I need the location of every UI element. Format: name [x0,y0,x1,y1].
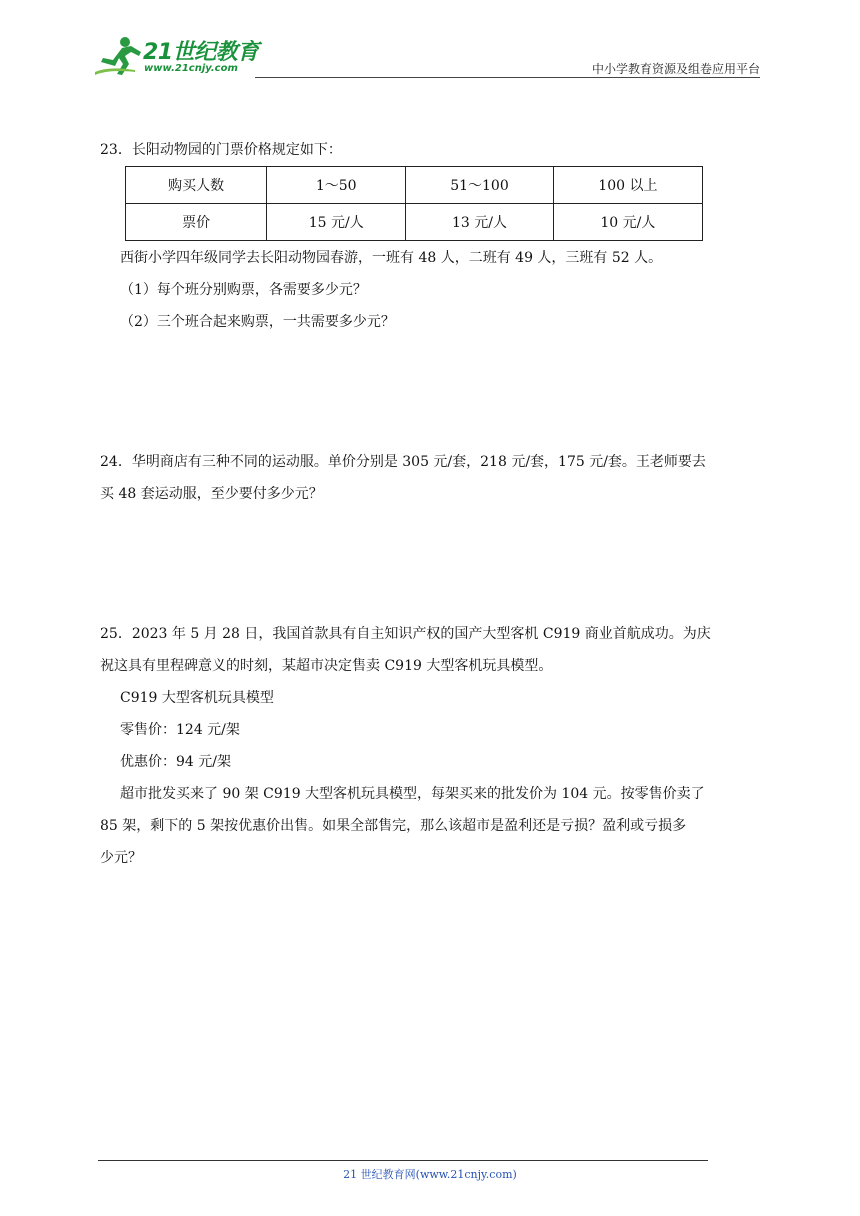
brand-domain: www.21cnjy.com [144,63,238,74]
question-23-part-1: （1）每个班分别购票，各需要多少元？ [120,282,367,298]
question-23-stem [100,134,760,166]
question-25-line-2: 祝这具有里程碑意义的时刻，某超市决定售卖 C919 大型客机玩具模型。 [100,658,553,674]
footer-link[interactable]: 21 世纪教育网(www.21cnjy.com) [343,1168,517,1181]
discount-price: 优惠价：94 元/架 [120,754,231,770]
question-24-line-2: 买 48 套运动服，至少要付多少元？ [100,486,323,502]
question-25-body-1: 超市批发买来了 90 架 C919 大型客机玩具模型，每架买来的批发价为 104 元。按零售价卖了 [120,786,705,802]
question-24-line-1: 24．华明商店有三种不同的运动服。单价分别是 305 元/套，218 元/套，175 元/套。王老师要去 [100,454,706,470]
question-23-title: 23．长阳动物园的门票价格规定如下： [100,142,342,158]
table-cell: 购买人数 [126,167,267,204]
question-23-part-2: （2）三个班合起来购票，一共需要多少元？ [120,314,395,330]
product-name: C919 大型客机玩具模型 [120,690,274,706]
table-row [126,167,703,204]
question-25-line-1: 25．2023 年 5 月 28 日，我国首款具有自主知识产权的国产大型客机 C919 商业首航成功。为庆 [100,626,711,642]
platform-label: 中小学教育资源及组卷应用平台 [591,62,760,76]
table-cell: 票价 [126,204,267,241]
runner-logo-icon [95,34,145,78]
table-cell: 51～100 [406,167,554,204]
question-23-context: 西街小学四年级同学去长阳动物园春游，一班有 48 人，二班有 49 人，三班有 52 人。 [120,250,663,266]
question-24 [100,446,760,510]
page-header [95,30,760,80]
ticket-price-table [125,166,703,241]
question-25-body-2: 85 架，剩下的 5 架按优惠价出售。如果全部售完，那么该超市是盈利还是亏损？盈利或亏损多 [100,818,687,834]
table-row [126,204,703,241]
question-25-body-3: 少元？ [100,850,142,866]
site-logo [95,34,265,78]
question-25 [100,618,760,874]
brand-name: 21世纪教育 [143,40,259,65]
table-cell: 1～50 [267,167,406,204]
header-divider [255,77,760,78]
table-cell: 100 以上 [553,167,702,204]
table-cell: 13 元/人 [406,204,554,241]
question-23-body [100,242,760,338]
table-cell: 10 元/人 [553,204,702,241]
retail-price: 零售价：124 元/架 [120,722,240,738]
table-cell: 15 元/人 [267,204,406,241]
footer-divider [98,1160,708,1161]
